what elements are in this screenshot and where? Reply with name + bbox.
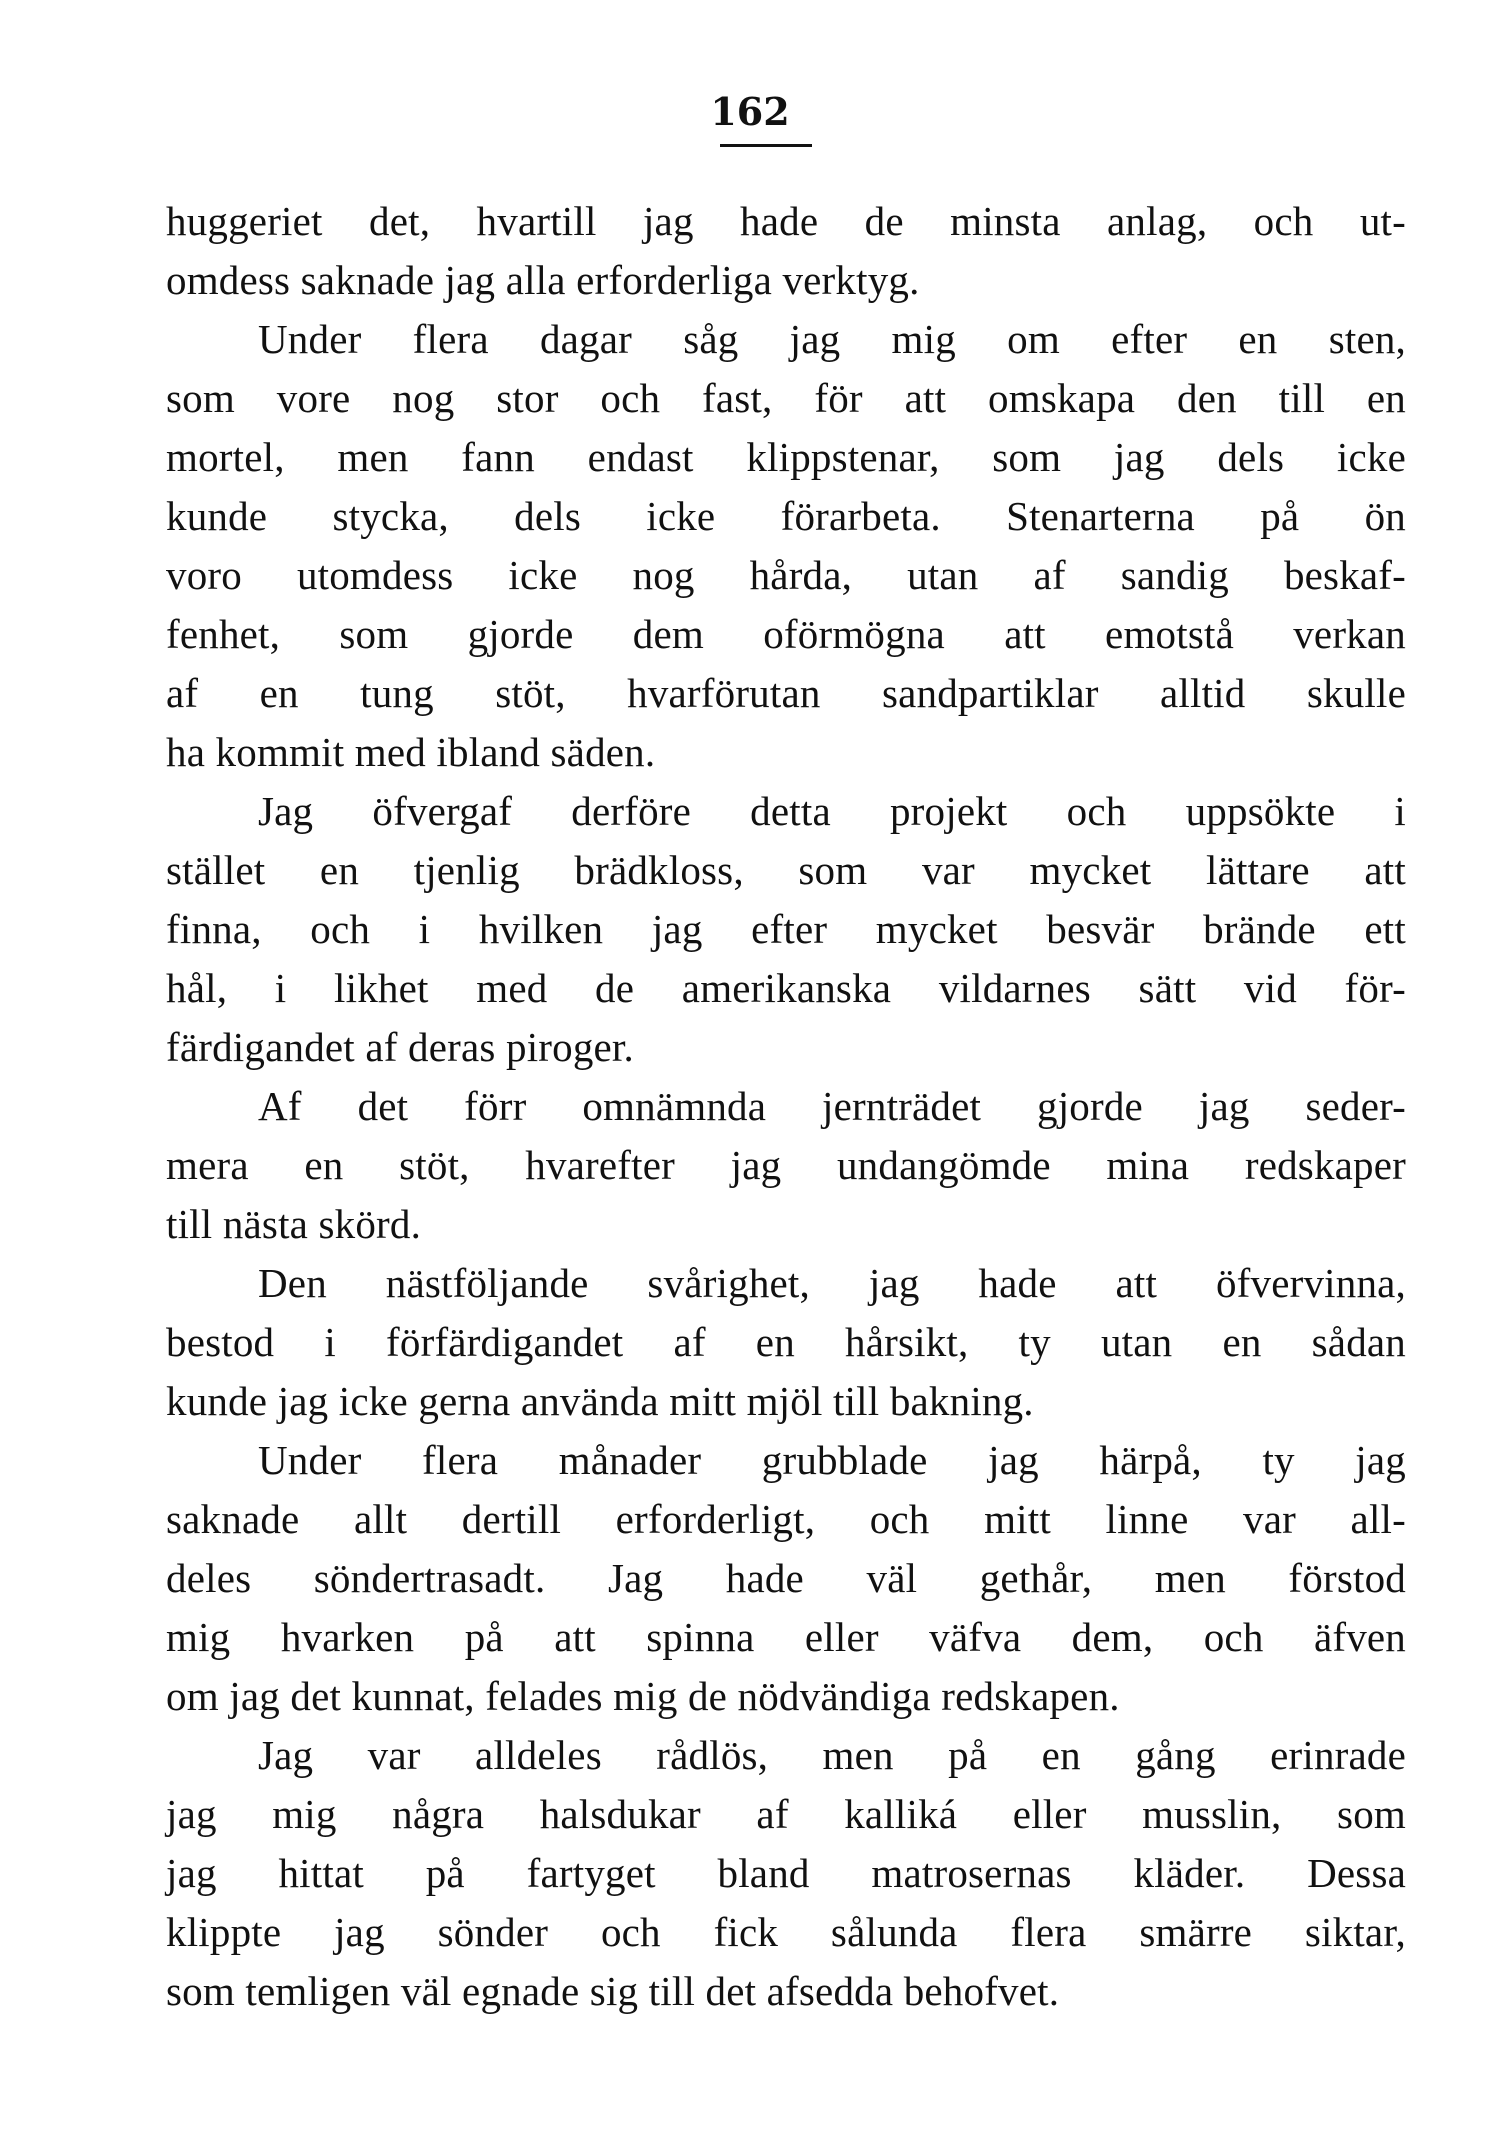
text-line: Den nästföljande svårighet, jag hade att öfvervinna,: [258, 1260, 1406, 1306]
text-line: jag mig några halsdukar af kalliká eller musslin, som: [166, 1791, 1406, 1837]
text-line: till nästa skörd.: [166, 1201, 422, 1247]
page-number: 162: [710, 89, 790, 134]
paragraph: [166, 1254, 1406, 1431]
text-line: omdess saknade jag alla erforderliga verktyg.: [166, 257, 920, 303]
text-line: deles söndertrasadt. Jag hade väl gethår, men förstod: [166, 1555, 1406, 1601]
text-line: som temligen väl egnade sig till det afsedda behofvet.: [166, 1968, 1060, 2014]
text-line: finna, och i hvilken jag efter mycket besvär brände ett: [166, 906, 1406, 952]
text-line: kunde stycka, dels icke förarbeta. Stenarterna på ön: [166, 493, 1406, 539]
text-line: ha kommit med ibland säden.: [166, 729, 656, 775]
paragraph: [166, 1726, 1406, 2021]
body-text: [166, 192, 1406, 2021]
text-line: hål, i likhet med de amerikanska vildarnes sätt vid för-: [166, 965, 1406, 1011]
text-line: klippte jag sönder och fick sålunda flera smärre siktar,: [166, 1909, 1406, 1955]
text-line: fenhet, som gjorde dem oförmögna att emotstå verkan: [166, 611, 1406, 657]
text-line: saknade allt dertill erforderligt, och mitt linne var all-: [166, 1496, 1406, 1542]
paragraph: [166, 1431, 1406, 1726]
text-line: mig hvarken på att spinna eller väfva dem, och äfven: [166, 1614, 1406, 1660]
text-line: stället en tjenlig brädkloss, som var mycket lättare att: [166, 847, 1406, 893]
page-number-rule: [720, 144, 812, 147]
paragraph: [166, 310, 1406, 782]
text-line: färdigandet af deras piroger.: [166, 1024, 634, 1070]
text-line: som vore nog stor och fast, för att omskapa den till en: [166, 375, 1406, 421]
text-line: Jag var alldeles rådlös, men på en gång erinrade: [258, 1732, 1406, 1778]
text-line: Jag öfvergaf derföre detta projekt och uppsökte i: [258, 788, 1406, 834]
text-line: kunde jag icke gerna använda mitt mjöl till bakning.: [166, 1378, 1034, 1424]
text-line: huggeriet det, hvartill jag hade de minsta anlag, och ut-: [166, 198, 1406, 244]
text-line: voro utomdess icke nog hårda, utan af sandig beskaf-: [166, 552, 1406, 598]
text-line: af en tung stöt, hvarförutan sandpartiklar alltid skulle: [166, 670, 1406, 716]
paragraph: [166, 1077, 1406, 1254]
paragraph: [166, 782, 1406, 1077]
text-line: Af det förr omnämnda jernträdet gjorde jag seder-: [258, 1083, 1406, 1129]
text-line: om jag det kunnat, felades mig de nödvändiga redskapen.: [166, 1673, 1120, 1719]
text-line: bestod i förfärdigandet af en hårsikt, ty utan en sådan: [166, 1319, 1406, 1365]
text-line: jag hittat på fartyget bland matrosernas kläder. Dessa: [166, 1850, 1406, 1896]
text-line: mortel, men fann endast klippstenar, som jag dels icke: [166, 434, 1406, 480]
text-line: Under flera dagar såg jag mig om efter en sten,: [258, 316, 1406, 362]
text-line: Under flera månader grubblade jag härpå, ty jag: [258, 1437, 1406, 1483]
text-line: mera en stöt, hvarefter jag undangömde mina redskaper: [166, 1142, 1406, 1188]
paragraph: [166, 192, 1406, 310]
